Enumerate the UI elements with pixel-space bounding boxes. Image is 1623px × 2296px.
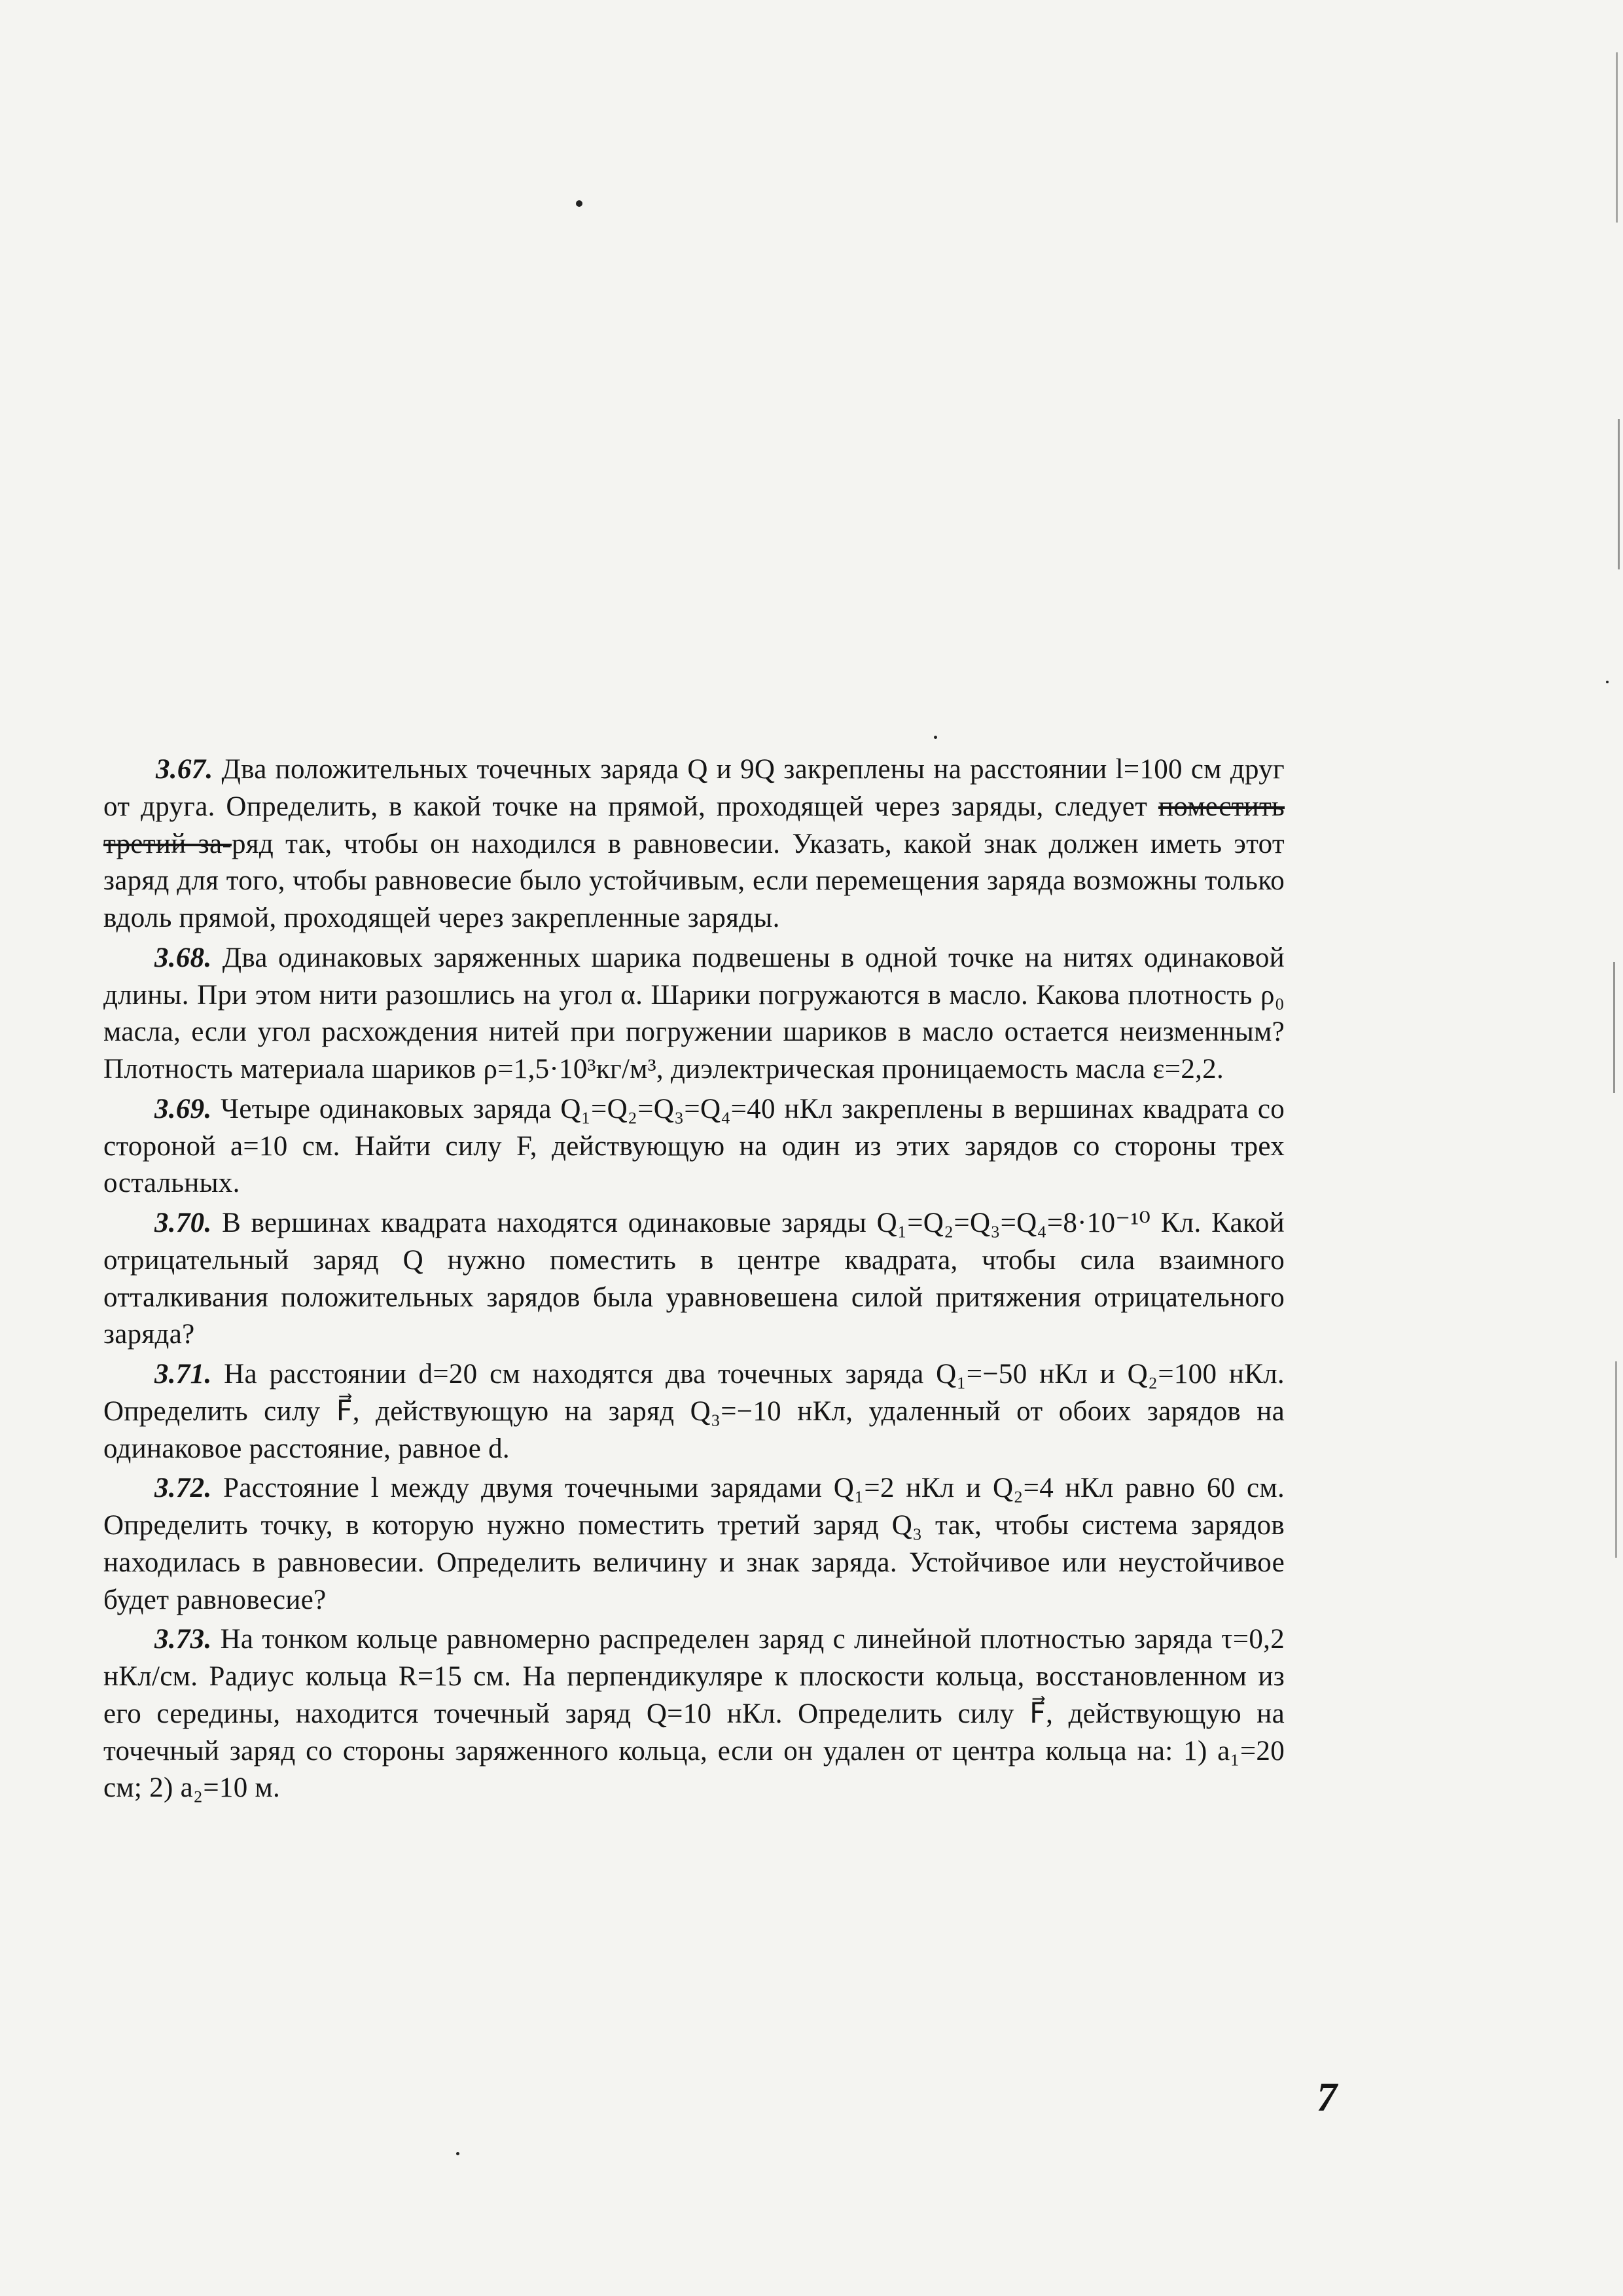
scan-edge-mark xyxy=(1613,962,1615,1093)
problem-3-69 xyxy=(103,1091,1285,1202)
problem-3-72 xyxy=(103,1470,1285,1619)
problem-text: Расстояние l между двумя точечными зарядами Q₁=2 нКл и Q₂=4 нКл равно 60 см. Определить точку, в которую нужно поместить третий заряд Q₃ так, чтобы система зарядов находилась в равновесии. Определить величину и знак заряда. Устойчивое или неустойчивое будет равновесие? xyxy=(103,1473,1285,1615)
problem-number: 3.67. xyxy=(156,754,213,785)
problem-number: 3.68. xyxy=(154,942,212,973)
problem-text: На тонком кольце равномерно распределен заряд с линейной плотностью заряда τ=0,2 нКл/см. Радиус кольца R=15 см. На перпендикуляре к плоскости кольца, восстановленном из его середины, находится точечный заряд Q=10 нКл. Определить силу F⃗, действующую на точечный заряд со стороны заряженного кольца, если он удален от центра кольца на: 1) a₁=20 см; 2) a₂=10 м. xyxy=(103,1624,1285,1804)
problem-number: 3.72. xyxy=(154,1473,212,1504)
problem-3-71 xyxy=(103,1356,1285,1467)
scan-speck xyxy=(934,736,937,739)
scan-edge-mark xyxy=(1615,1361,1617,1558)
problem-text: На расстоянии d=20 см находятся два точечных заряда Q₁=−50 нКл и Q₂=100 нКл. Определить силу F⃗, действующую на заряд Q₃=−10 нКл, удаленный от обоих зарядов на одинаковое расстояние, равное d. xyxy=(103,1359,1285,1464)
problem-number: 3.71. xyxy=(154,1359,212,1390)
problem-text: В вершинах квадрата находятся одинаковые заряды Q₁=Q₂=Q₃=Q₄=8·10⁻¹⁰ Кл. Какой отрицательный заряд Q нужно поместить в центре квадрата, чтобы сила взаимного отталкивания положительных зарядов была уравновешена силой притяжения отрицательного заряда? xyxy=(103,1208,1285,1350)
scan-edge-mark xyxy=(1618,419,1620,569)
problem-3-67 xyxy=(103,751,1285,937)
problem-text: Два одинаковых заряженных шарика подвешены в одной точке на нитях одинаковой длины. При этом нити разошлись на угол α. Шарики погружаются в масло. Какова плотность ρ₀ масла, если угол расхождения нитей при погружении шариков в масло остается неизменным? Плотность материала шариков ρ=1,5·10³кг/м³, диэлектрическая проницаемость масла ε=2,2. xyxy=(103,942,1285,1085)
struck-text: поместить третий за- xyxy=(103,791,1285,859)
problem-text: Четыре одинаковых заряда Q₁=Q₂=Q₃=Q₄=40 нКл закреплены в вершинах квадрата со стороной a=10 см. Найти силу F, действующую на один из этих зарядов со стороны трех остальных. xyxy=(103,1093,1285,1199)
problem-3-73 xyxy=(103,1621,1285,1807)
scan-speck xyxy=(1606,681,1609,683)
problem-list xyxy=(103,751,1285,1810)
problem-number: 3.73. xyxy=(154,1624,212,1655)
problem-number: 3.70. xyxy=(154,1208,212,1238)
problem-number: 3.69. xyxy=(154,1093,212,1124)
scan-speck xyxy=(576,200,582,207)
scan-edge-mark xyxy=(1616,52,1618,223)
problem-3-70 xyxy=(103,1205,1285,1354)
problem-3-68 xyxy=(103,940,1285,1088)
scan-speck xyxy=(456,2152,459,2155)
problem-text: Два положительных точечных заряда Q и 9Q закреплены на расстоянии l=100 см друг от друга. Определить, в какой точке на прямой, проходящей через заряды, следует xyxy=(103,754,1285,822)
problem-text-continued: ряд так, чтобы он находился в равновесии. Указать, какой знак должен иметь этот заряд для того, чтобы равновесие было устойчивым, если перемещения заряда возможны только вдоль прямой, проходящей через закрепленные заряды. xyxy=(103,828,1285,933)
page-number: 7 xyxy=(1317,2075,1337,2120)
